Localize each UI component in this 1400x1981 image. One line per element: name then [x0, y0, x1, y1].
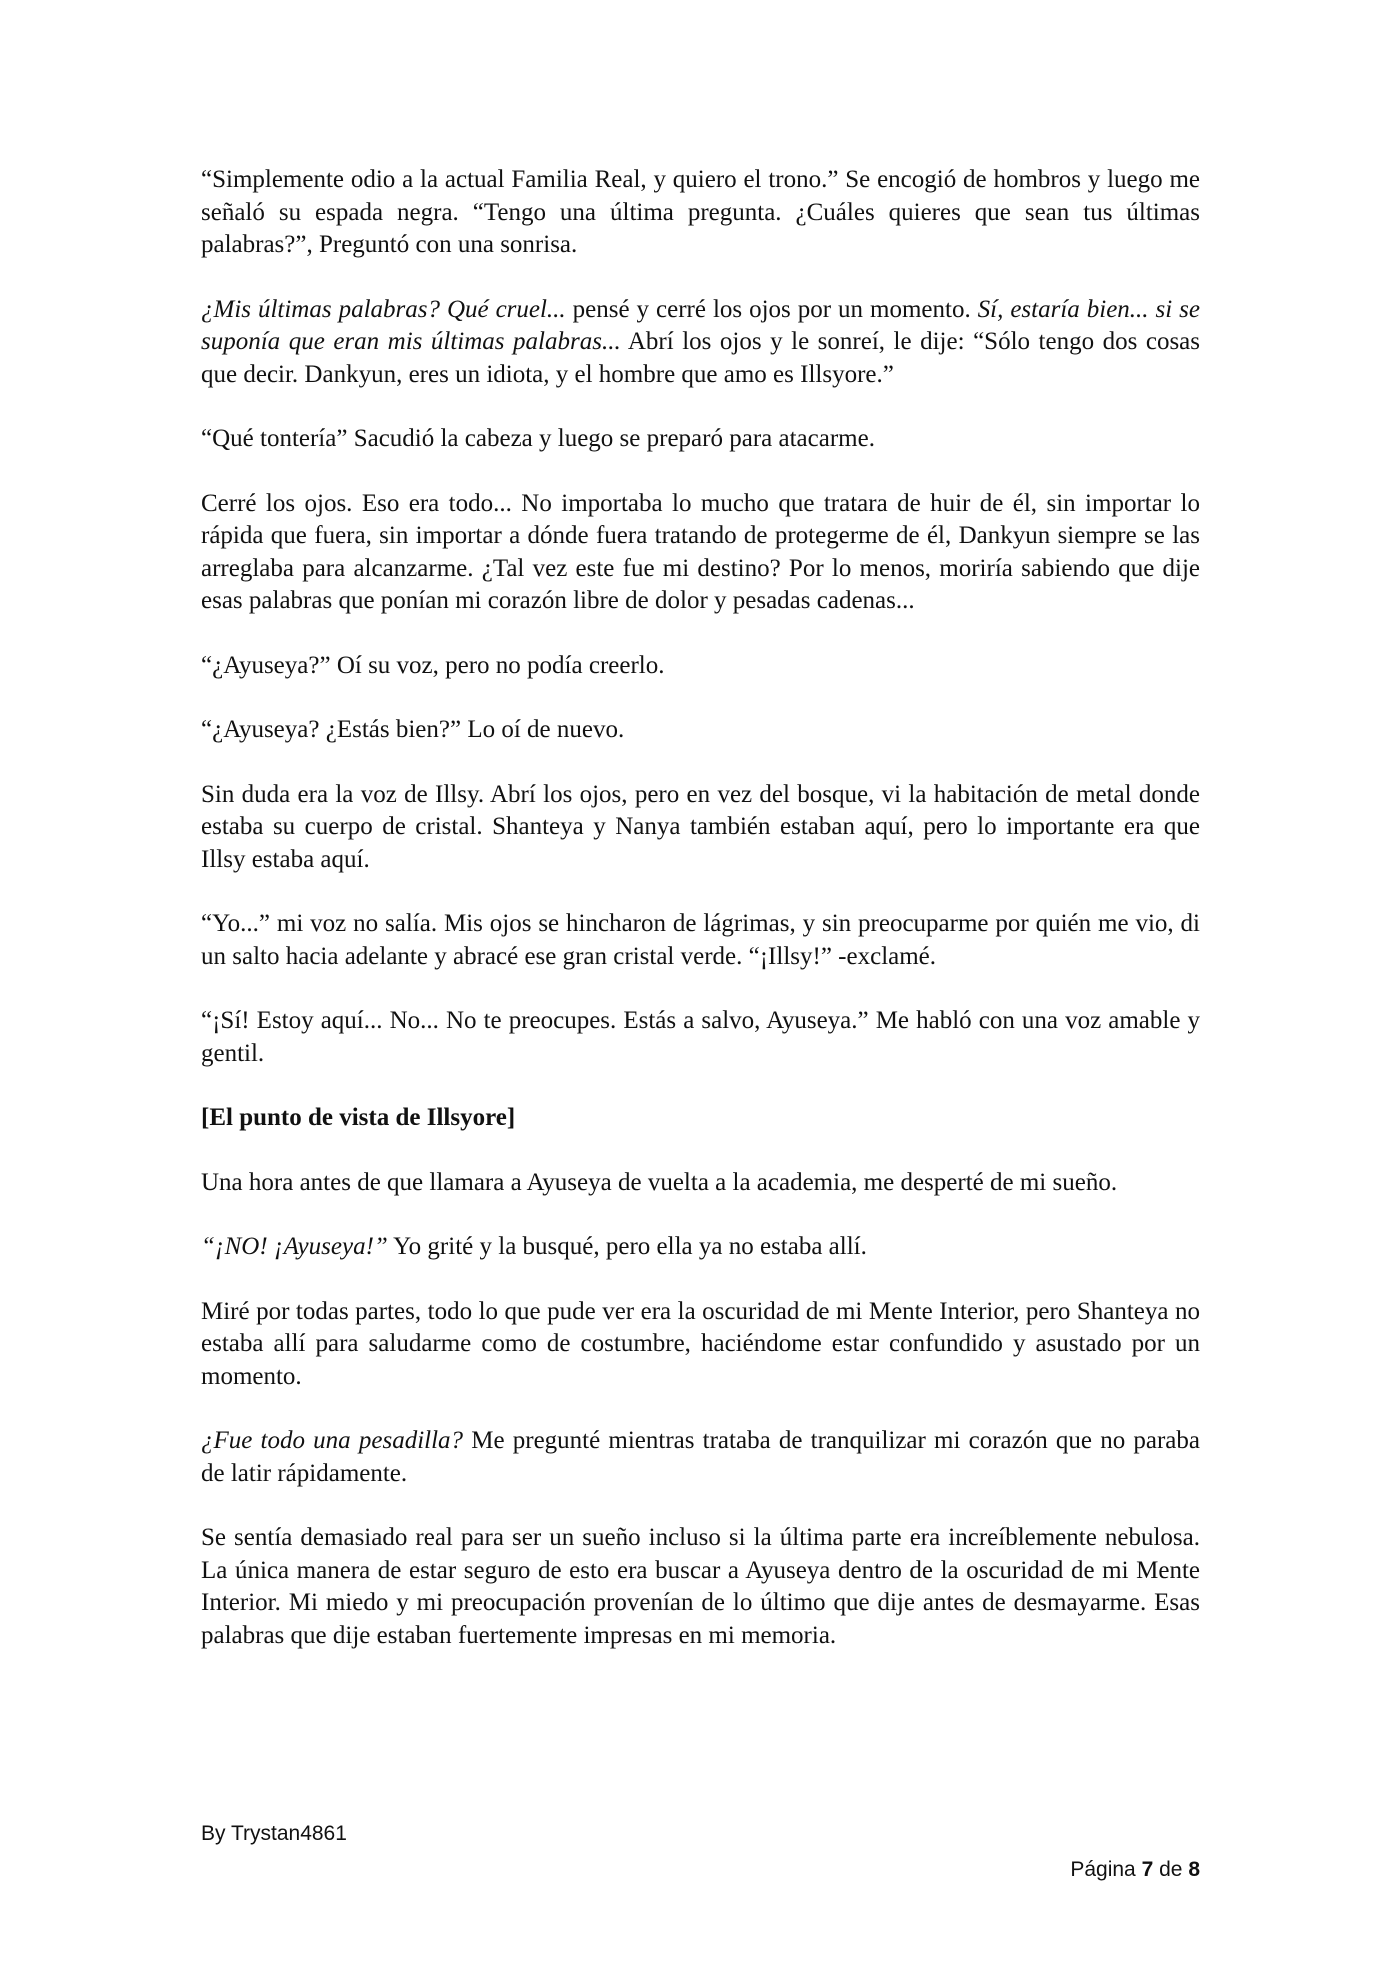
text-segment: pensé y cerré los ojos por un momento. — [565, 295, 978, 323]
text-segment: [El punto de vista de Illsyore] — [201, 1104, 516, 1131]
text-segment: Yo grité y la busqué, pero ella ya no estaba allí. — [387, 1233, 867, 1260]
paragraph — [201, 1167, 1200, 1200]
paragraph — [201, 650, 1200, 683]
paragraph — [201, 714, 1200, 747]
section-heading — [201, 1102, 1200, 1135]
text-segment: Me pregunté mientras trataba de tranquilizar mi corazón que no paraba de latir rápidamente. — [201, 1427, 1200, 1487]
italic-text: ¿Fue todo una pesadilla? — [201, 1427, 464, 1454]
text-segment: “¡Sí! Estoy aquí... No... No te preocupes. Estás a salvo, Ayuseya.” Me habló con una voz amable y gentil. — [201, 1007, 1200, 1067]
italic-text: “¡NO! ¡Ayuseya!” — [201, 1233, 388, 1260]
text-segment: Una hora antes de que llamara a Ayuseya de vuelta a la academia, me desperté de mi sueño. — [201, 1168, 1118, 1196]
text-segment: “Qué tontería” Sacudió la cabeza y luego se preparó para atacarme. — [201, 425, 875, 452]
footer-author: By Trystan4861 — [201, 1822, 347, 1845]
paragraph — [201, 779, 1200, 877]
paragraph — [201, 294, 1200, 392]
paragraph — [201, 1522, 1200, 1652]
paragraph — [201, 1425, 1200, 1490]
paragraph — [201, 1231, 1200, 1264]
text-segment: Miré por todas partes, todo lo que pude ver era la oscuridad de mi Mente Interior, pero Shanteya no estaba allí para saludarme como de costumbre, haciéndome estar confundido y asustado por un momento. — [201, 1297, 1200, 1390]
page-current: 7 — [1141, 1858, 1154, 1881]
text-segment: Abrí los ojos y le sonreí, le dije: “Sólo tengo dos cosas que decir. Dankyun, eres un idiota, y el hombre que amo es Illsyore.” — [201, 328, 1200, 388]
text-segment: Se sentía demasiado real para ser un sueño incluso si la última parte era increíblemente nebulosa. La única manera de estar seguro de esto era buscar a Ayuseya dentro de la oscuridad de mi Mente Interior. Mi miedo y mi preocupación provenían de lo último que dije antes de desmayarme. Esas palabras que dije estaban fuertemente impresas en mi memoria. — [201, 1524, 1200, 1649]
text-segment: “¿Ayuseya?” Oí su voz, pero no podía creerlo. — [201, 651, 665, 679]
text-segment: “Yo...” mi voz no salía. Mis ojos se hincharon de lágrimas, y sin preocuparme por quién me vio, di un salto hacia adelante y abracé ese gran cristal verde. “¡Illsy!” -exclamé. — [201, 910, 1200, 970]
text-segment: “¿Ayuseya? ¿Estás bien?” Lo oí de nuevo. — [201, 716, 625, 743]
paragraph — [201, 488, 1200, 618]
text-segment: Cerré los ojos. Eso era todo... No importaba lo mucho que tratara de huir de él, sin importar lo rápida que fuera, sin importar a dónde fuera tratando de protegerme de él, Dankyun siempre se las arreglaba para alcanzarme. ¿Tal vez este fue mi destino? Por lo menos, moriría sabiendo que dije esas palabras que ponían mi corazón libre de dolor y pesadas cadenas... — [201, 489, 1200, 614]
italic-text: ¿Mis últimas palabras? Qué cruel... — [201, 295, 566, 323]
document-body — [201, 164, 1200, 1684]
italic-text: Sí, estaría bien... si se suponía que eran mis últimas palabras... — [201, 295, 1200, 355]
page-total: 8 — [1188, 1858, 1200, 1881]
paragraph — [201, 423, 1200, 456]
text-segment: “Simplemente odio a la actual Familia Real, y quiero el trono.” Se encogió de hombros y luego me señaló su espada negra. “Tengo una última pregunta. ¿Cuáles quieres que sean tus últimas palabras?”, Preguntó con una sonrisa. — [201, 166, 1200, 258]
text-segment: Sin duda era la voz de Illsy. Abrí los ojos, pero en vez del bosque, vi la habitación de metal donde estaba su cuerpo de cristal. Shanteya y Nanya también estaban aquí, pero lo importante era que Illsy estaba aquí. — [201, 780, 1200, 873]
page-label: Página — [1070, 1858, 1136, 1881]
page-number — [1070, 1858, 1200, 1882]
paragraph — [201, 1296, 1200, 1394]
paragraph — [201, 164, 1200, 262]
paragraph — [201, 908, 1200, 973]
page-of: de — [1159, 1858, 1183, 1881]
paragraph — [201, 1005, 1200, 1070]
